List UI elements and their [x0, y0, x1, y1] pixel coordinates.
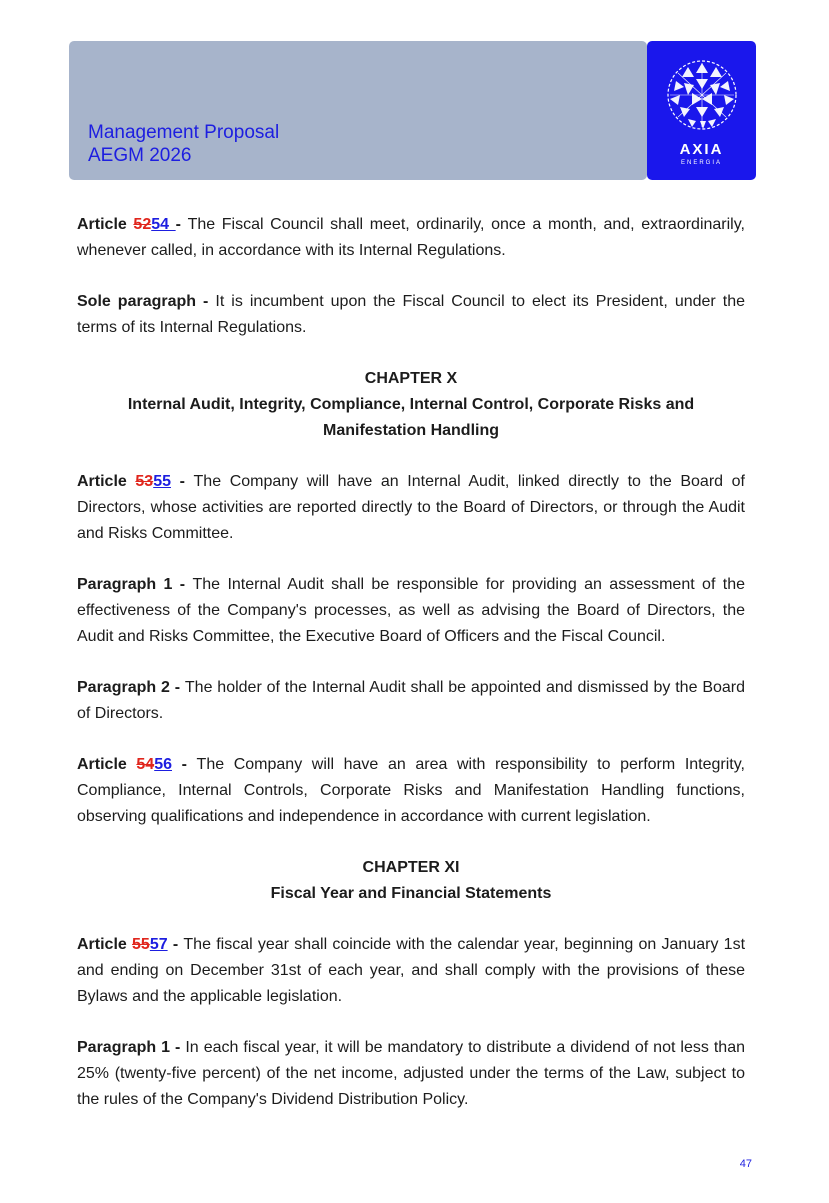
separator: -: [172, 756, 197, 773]
globe-logo-icon: [666, 59, 738, 131]
title-line-2: AEGM 2026: [88, 145, 192, 166]
paragraph-1-audit: [77, 572, 745, 650]
deleted-number: 52: [133, 216, 152, 233]
article-text: The Fiscal Council shall meet, ordinarily, once a month, and, extraordinarily, whenever called, in accordance with its Internal Regulations.: [77, 216, 745, 259]
header-band: [69, 41, 647, 180]
paragraph-label: Paragraph 1 -: [77, 1039, 186, 1056]
title-line-1: Management Proposal: [88, 122, 280, 143]
article-57: [77, 932, 745, 1010]
company-logo: [647, 41, 756, 180]
document-body: [77, 212, 745, 1138]
separator: -: [167, 936, 184, 953]
deleted-number: 55: [132, 936, 150, 953]
paragraph-text: It is incumbent upon the Fiscal Council to elect its President, under the terms of its Internal Regulations.: [77, 293, 745, 336]
paragraph-label: Paragraph 2 -: [77, 679, 185, 696]
paragraph-label: Paragraph 1 -: [77, 576, 193, 593]
article-text: The Company will have an area with responsibility to perform Integrity, Compliance, Internal Controls, Corporate Risks and Manifestation Handling functions, observing qualifications and independence in accordance with current legislation.: [77, 756, 745, 825]
deleted-number: 54: [136, 756, 155, 773]
chapter-number: CHAPTER X: [364, 370, 458, 387]
separator: -: [175, 216, 188, 233]
article-label: Article: [77, 756, 137, 773]
deleted-number: 53: [135, 473, 154, 490]
chapter-title: Internal Audit, Integrity, Compliance, Internal Control, Corporate Risks and Manifestation Handling: [127, 396, 695, 439]
article-text: The Company will have an Internal Audit, linked directly to the Board of Directors, whose activities are reported directly to the Board of Directors, or through the Audit and Risks Committee.: [77, 473, 746, 542]
chapter-x-heading: [77, 366, 745, 444]
chapter-xi-heading: [77, 855, 745, 907]
article-56: [77, 752, 745, 830]
document-title: [88, 121, 279, 167]
paragraph-text: In each fiscal year, it will be mandatory to distribute a dividend of not less than 25% (twenty-five percent) of the net income, adjusted under the terms of the Law, subject to the rules of the Company's Dividend Distribution Policy.: [77, 1039, 746, 1108]
logo-wordmark: AXIA: [679, 141, 724, 158]
article-label: Article: [77, 473, 136, 490]
article-label: Article: [77, 936, 133, 953]
page-number: 47: [739, 1158, 752, 1170]
paragraph-text: The holder of the Internal Audit shall be appointed and dismissed by the Board of Directors.: [77, 679, 746, 722]
paragraph-label: Sole paragraph -: [77, 293, 216, 310]
paragraph-1-dividend: [77, 1035, 745, 1113]
inserted-number: 55: [153, 473, 171, 490]
paragraph-text: The Internal Audit shall be responsible for providing an assessment of the effectiveness of the Company's processes, as well as advising the Board of Directors, the Audit and Risks Committee, the Executive Board of Officers and the Fiscal Council.: [77, 576, 746, 645]
separator: -: [171, 473, 194, 490]
article-54: [77, 212, 745, 264]
chapter-title: Fiscal Year and Financial Statements: [270, 885, 552, 902]
logo-subtext: ENERGIA: [680, 160, 722, 166]
article-label: Article: [77, 216, 134, 233]
inserted-number: 54: [151, 216, 176, 233]
article-text: The fiscal year shall coincide with the calendar year, beginning on January 1st and ending on December 31st of each year, and shall comply with the provisions of these Bylaws and the applicable legislation.: [77, 936, 746, 1005]
inserted-number: 56: [154, 756, 172, 773]
chapter-number: CHAPTER XI: [362, 859, 460, 876]
sole-paragraph: [77, 289, 745, 341]
article-55: [77, 469, 745, 547]
inserted-number: 57: [149, 936, 168, 953]
paragraph-2-audit: [77, 675, 745, 727]
